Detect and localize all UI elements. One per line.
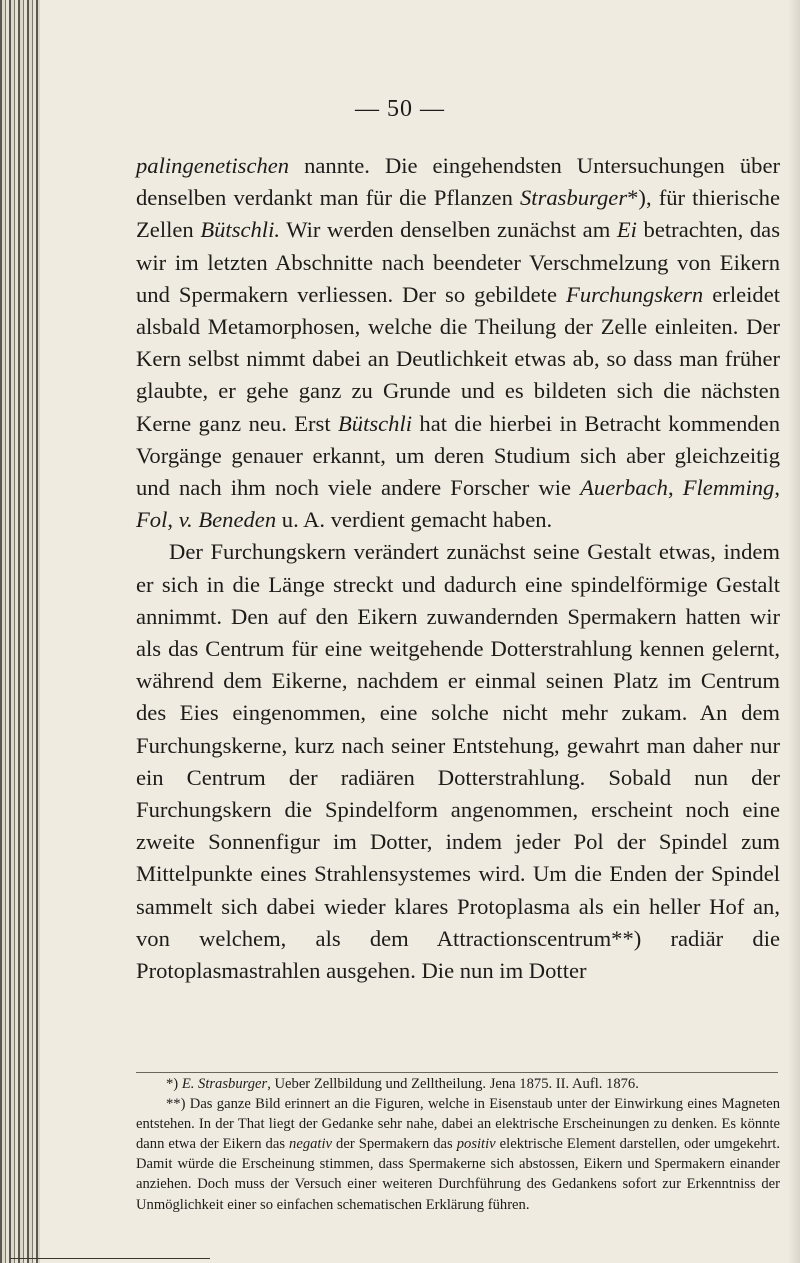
text-run: *), für thierische Zellen — [136, 185, 781, 243]
author-name: Bütschli — [337, 410, 413, 436]
paragraph-2: Der Furchungskern verändert zunächst seine Gestalt etwas, indem er sich in die Länge streckt und dadurch eine spindelförmige Gestalt annimmt. Den auf den Eikern zuwandernden Spermakern hatten wir als das Centrum für eine weitgehende Dotterstrahlung kennen gelernt, während dem Eikerne, nachdem er einmal seinen Platz im Centrum des Eies eingenommen, eine solche nicht mehr zukam. An dem Furchungskerne, kurz nach seiner Entstehung, gewahrt man daher nur ein Centrum der radiären Dotterstrahlung. Sobald nun der Furchungskern die Spindelform angenommen, erscheint noch eine zweite Sonnenfigur im Dotter, indem jeder Pol der Spindel zum Mittelpunkte eines Strahlensystemes wird. Um die Enden der Spindel sammelt sich dabei wieder klares Protoplasma als ein heller Hof an, von welchem, als dem Attractionscentrum**) radiär die Protoplasmastrahlen ausgehen. Die nun im Dotter — [136, 539, 780, 984]
footnote-text: **) Das ganze Bild erinnert an die Figuren, welche in Eisenstaub unter der Einwirkung eines Magneten entstehen. In der That liegt der Gedanke sehr nahe, dabei an elektrische Erscheinungen zu denken. Es könnte dann etwa der Eikern das — [136, 1096, 780, 1153]
text-run: Wir werden denselben zunächst am — [280, 217, 617, 243]
main-text — [136, 150, 780, 987]
text-run: erleidet alsbald Metamorphosen, welche die Theilung der Zelle einleiten. Der Kern selbst nimmt dabei an Deutlichkeit etwas ab, so dass man früher glaubte, er gehe ganz zu Grunde und es bildeten sich die nächsten Kerne ganz neu. Erst — [136, 281, 781, 436]
book-binding-edge — [0, 0, 40, 1263]
text-run: , — [167, 507, 179, 533]
footnote-1 — [136, 1074, 780, 1094]
text-run: , — [774, 475, 780, 501]
bottom-edge-line — [10, 1258, 210, 1259]
author-name: v. Beneden — [178, 507, 277, 533]
footnote-marker: *) — [166, 1076, 182, 1092]
page-edge-shadow — [788, 0, 800, 1263]
author-name: Fol — [136, 507, 168, 533]
footnote-text: der Spermakern das — [332, 1136, 457, 1153]
author-name: Strasburger — [520, 185, 628, 211]
footnote-author: E. Strasburger — [181, 1076, 268, 1092]
footnote-text: elektrische Element darstellen, oder umgekehrt. Damit würde die Erscheinung stimmen, dass Spermakerne sich abstossen, Eikern und Spermakern einander anziehen. Doch muss der Versuch einer weiteren Durchführung des Gedankens sofort zur Erkenntniss der Unmöglichkeit einer so einfachen schematischen Erklärung führen. — [136, 1136, 780, 1213]
term-palingenetischen: palingenetischen — [136, 153, 290, 178]
footnote-text: , Ueber Zellbildung und Zelltheilung. Jena 1875. II. Aufl. 1876. — [267, 1076, 639, 1092]
text-run: , — [667, 475, 683, 501]
term-ei: Ei — [616, 217, 637, 243]
footnote-2 — [136, 1094, 780, 1215]
text-run: u. A. verdient gemacht haben. — [276, 507, 553, 533]
author-name: Bütschli. — [200, 217, 281, 243]
author-name: Flemming — [682, 475, 775, 501]
paragraph-1 — [136, 150, 780, 536]
term-negativ: negativ — [289, 1136, 333, 1153]
text-run: hat die hierbei in Betracht kommenden Vorgänge genauer erkannt, um deren Studium sich aber gleichzeitig und nach ihm noch viele andere Forscher wie — [136, 410, 780, 501]
footnotes — [136, 1074, 780, 1215]
term-positiv: positiv — [456, 1136, 496, 1153]
text-run: betrachten, das wir im letzten Abschnitte nach beendeter Verschmelzung von Eikern und Spermakern verliessen. Der so gebildete — [136, 217, 781, 307]
page-number: — 50 — — [355, 96, 445, 122]
author-name: Auerbach — [580, 475, 668, 501]
text-run: nannte. Die eingehendsten Untersuchungen über denselben verdankt man für die Pflanzen — [136, 153, 780, 211]
term-furchungskern: Furchungskern — [566, 281, 704, 307]
footnote-rule — [136, 1072, 778, 1073]
